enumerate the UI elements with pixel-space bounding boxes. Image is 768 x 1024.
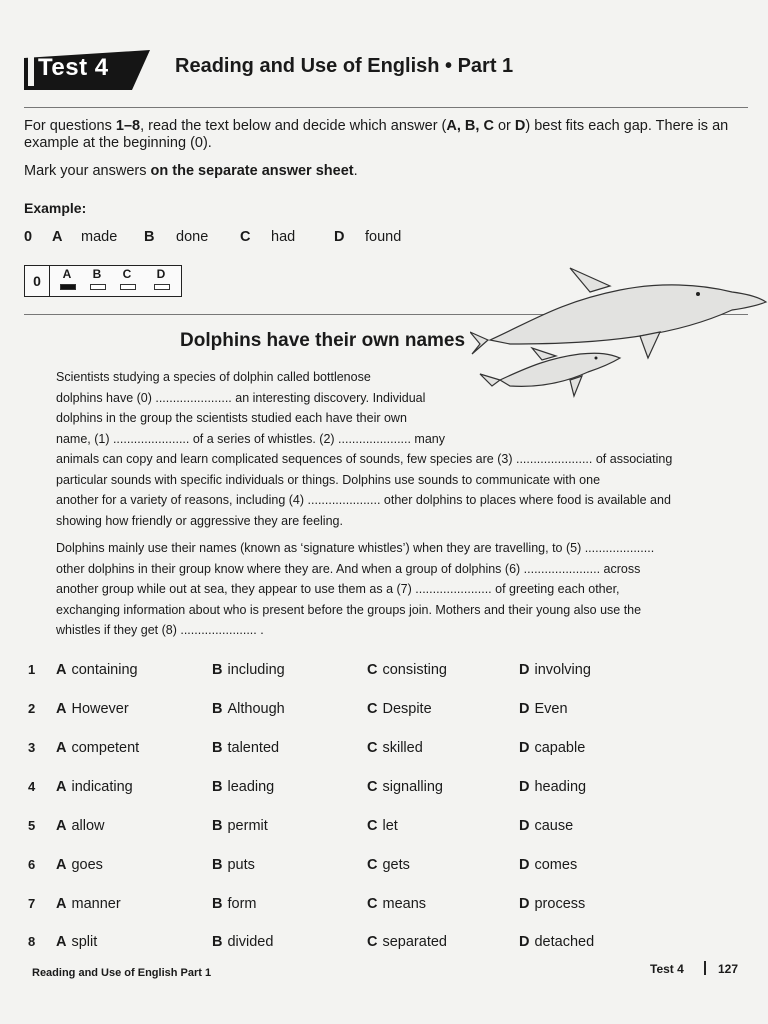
question-row: 8 A split B divided C separated D detached	[28, 934, 595, 950]
question-row: 7 A manner B form C means D process	[28, 896, 586, 912]
footer-section-label: Reading and Use of English Part 1	[32, 967, 212, 979]
answer-option-c: C	[122, 267, 132, 281]
question-row: 6 A goes B puts C gets D comes	[28, 857, 578, 873]
passage-title: Dolphins have their own names	[180, 330, 466, 351]
example-label: Example:	[24, 200, 87, 216]
question-row: 4 A indicating B leading C signalling D heading	[28, 779, 587, 795]
question-row: 5 A allow B permit C let D cause	[28, 818, 574, 834]
answer-box-number: 0	[25, 266, 50, 296]
answer-mark-a	[60, 284, 76, 290]
passage-paragraph-2: Dolphins mainly use their names (known as ‘signature whistles’) when they are travelling, to (5) .................... other dolphins in their group know where they are. And when a group of dolphins (6) ...................... across another group while out at sea, they appear to use them as a (7) ...................... of greeting each other, exchanging information about who is present before the groups join. Mothers and their young also use the whistles if they get (8) ...................... .	[56, 541, 655, 637]
footer-separator	[704, 961, 706, 975]
header-divider	[24, 107, 748, 108]
mark-instruction: Mark your answers on the separate answer sheet.	[24, 163, 358, 179]
answer-option-b: B	[92, 267, 102, 281]
question-row: 3 A competent B talented C skilled D capable	[28, 740, 586, 756]
passage-paragraph-1: Scientists studying a species of dolphin called bottlenose dolphins have (0) ...................... an interesting discovery. Individual dolphins in the group the scientists studied each have their own name, (1) ...................... of a series of whistles. (2) ..................... many animals can copy and learn complicated sequences of sounds, few species are (3) ...................... of associating particular sounds with specific individuals or things. Dolphins use sounds to communicate with one another for a variety of reasons, including (4) ..................... other dolphins to places where food is available and showing how friendly or aggressive they are feeling.	[56, 370, 673, 528]
question-row: 1 A containing B including C consisting D involving	[28, 662, 591, 678]
answer-option-d: D	[156, 267, 166, 281]
instructions: For questions 1–8, read the text below and decide which answer (A, B, C or D) best fits each gap. There is an example at the beginning (0).	[24, 118, 729, 151]
test-badge-label: Test 4	[38, 54, 109, 81]
page-number: 127	[718, 962, 739, 976]
example-options: 0 A made B done C had D found	[24, 229, 402, 245]
footer-test-label: Test 4	[650, 962, 684, 976]
page-title: Reading and Use of English • Part 1	[175, 55, 514, 77]
example-answer-box	[24, 265, 182, 297]
answer-mark-c	[120, 284, 136, 290]
answer-mark-d	[154, 284, 170, 290]
question-row: 2 A However B Although C Despite D Even	[28, 701, 568, 717]
answer-mark-b	[90, 284, 106, 290]
answer-option-a: A	[62, 267, 72, 281]
